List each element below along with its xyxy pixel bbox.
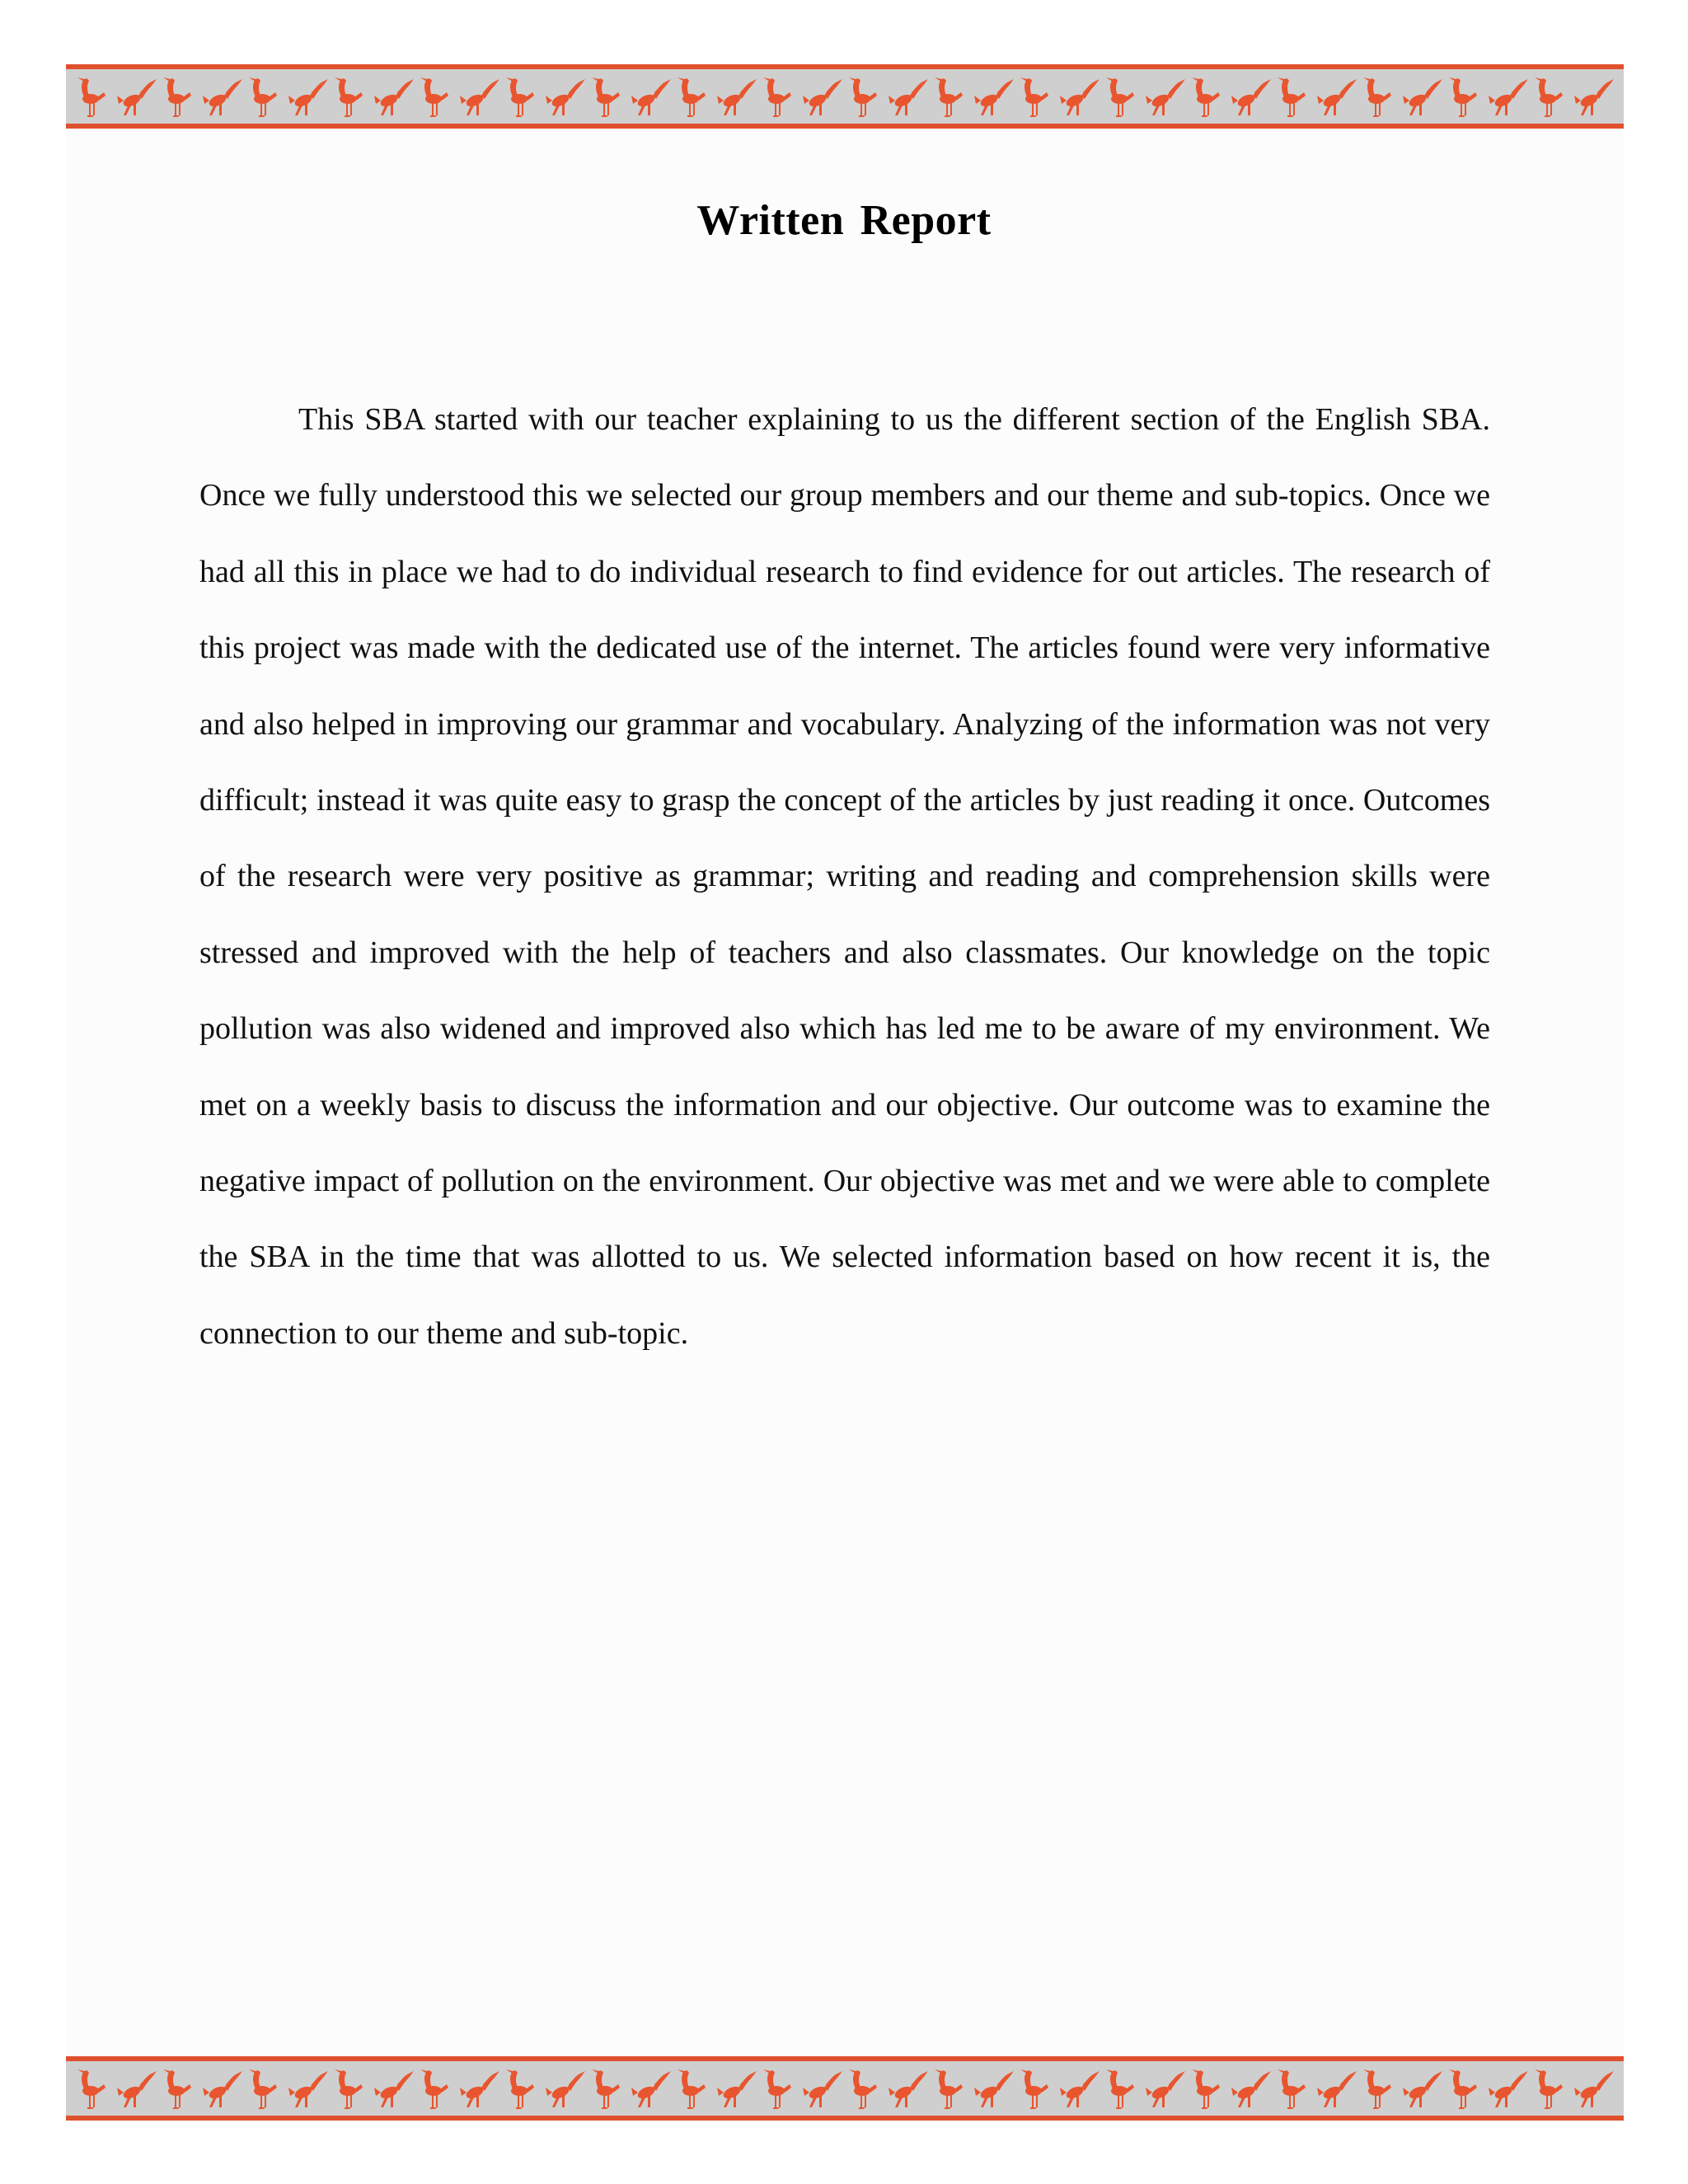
- page-title: Written Report: [696, 197, 992, 244]
- top-decorative-border: [66, 64, 1624, 129]
- bird-pattern-icon: [66, 69, 1624, 124]
- bottom-decorative-border: [66, 2056, 1624, 2121]
- bird-pattern-icon: [66, 2061, 1624, 2116]
- report-paragraph: This SBA started with our teacher explaining to us the different section of the English SBA. Once we fully understood this we selected our group members and our theme and sub-topics. Once we had all this in place we had to do individual research to find evidence for out articles. The research of this project was made with the dedicated use of the internet. The articles found were very informative and also helped in improving our grammar and vocabulary. Analyzing of the information was not very difficult; instead it was quite easy to grasp the concept of the articles by just reading it once. Outcomes of the research were very positive as grammar; writing and reading and comprehension skills were stressed and improved with the help of teachers and also classmates. Our knowledge on the topic pollution was also widened and improved also which has led me to be aware of my environment. We met on a weekly basis to discuss the information and our objective. Our outcome was to examine the negative impact of pollution on the environment. Our objective was met and we were able to complete the SBA in the time that was allotted to us. We selected information based on how recent it is, the connection to our theme and sub-topic.: [199, 402, 1490, 1351]
